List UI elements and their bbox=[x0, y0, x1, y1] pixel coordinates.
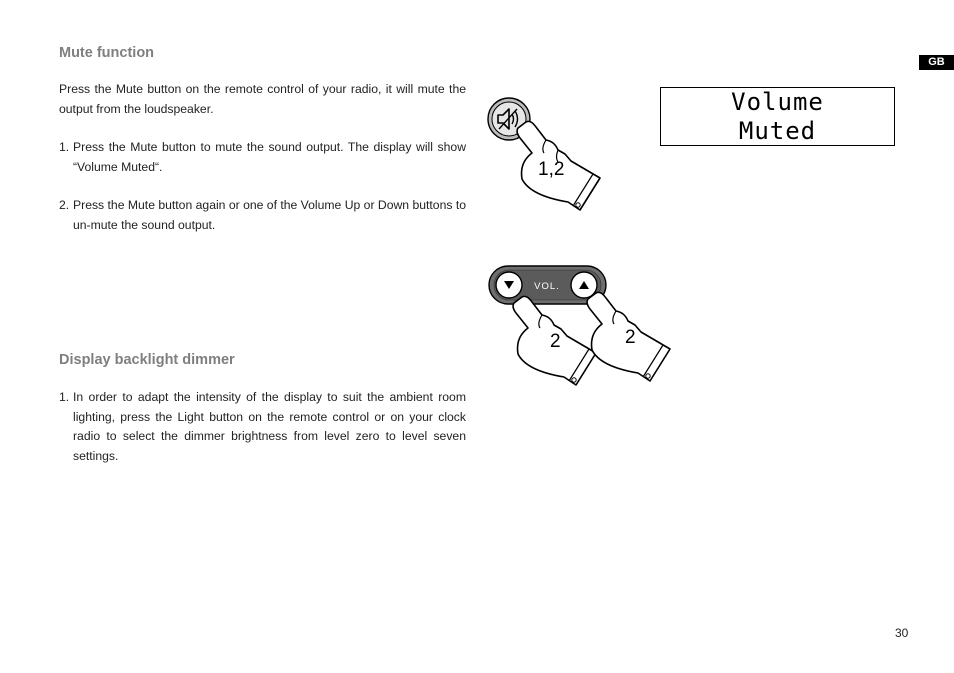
lcd-display bbox=[660, 87, 895, 146]
step-text: Press the Mute button again or one of the Volume Up or Down buttons to un-mute the sound output. bbox=[73, 198, 466, 232]
mute-step-1 bbox=[59, 138, 466, 177]
mute-press-step-label: 1,2 bbox=[538, 159, 565, 180]
step-text: In order to adapt the intensity of the display to suit the ambient room lighting, press the Light button on the remote control or on your clock radio to select the dimmer brightness from level zero to level seven settings. bbox=[73, 390, 466, 463]
step-number: 1. bbox=[59, 390, 70, 404]
backlight-step-1 bbox=[59, 388, 466, 466]
step-number: 1. bbox=[59, 140, 70, 154]
mute-intro-paragraph: Press the Mute button on the remote control of your radio, it will mute the output from the loudspeaker. bbox=[59, 82, 466, 116]
step-text: Press the Mute button to mute the sound output. The display will show “Volume Muted“. bbox=[73, 140, 466, 174]
step-number: 2. bbox=[59, 198, 70, 212]
lcd-line-1: Volume bbox=[731, 88, 824, 116]
mute-press-illustration bbox=[484, 95, 609, 220]
volume-label: VOL. bbox=[534, 281, 560, 292]
volume-press-illustration bbox=[484, 262, 684, 387]
language-badge: GB bbox=[919, 55, 954, 70]
volume-down-step-label: 2 bbox=[550, 331, 561, 352]
mute-function-heading: Mute function bbox=[59, 45, 155, 61]
backlight-dimmer-heading: Display backlight dimmer bbox=[59, 352, 235, 368]
mute-step-2 bbox=[59, 196, 466, 235]
page-number: 30 bbox=[895, 626, 909, 640]
lcd-line-2: Muted bbox=[738, 117, 817, 145]
volume-up-step-label: 2 bbox=[625, 327, 636, 348]
